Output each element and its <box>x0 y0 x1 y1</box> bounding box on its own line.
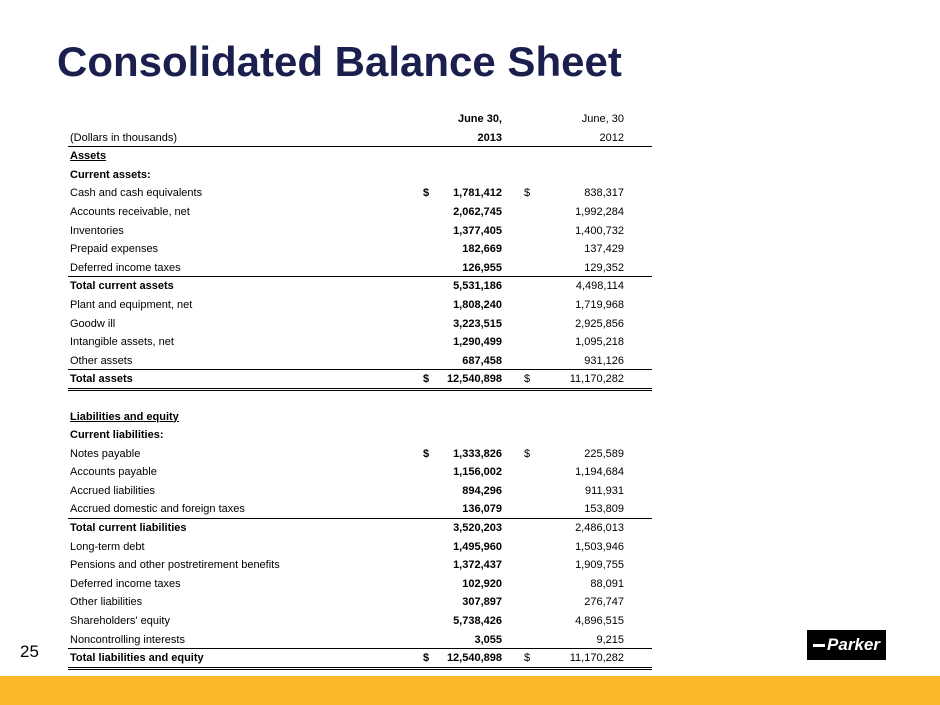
year-2012: 2012 <box>599 131 624 144</box>
table-row <box>68 631 652 650</box>
value-2013: 12,540,898 <box>446 373 502 386</box>
value-2012: 88,091 <box>590 577 624 590</box>
value-2013: 3,520,203 <box>453 522 502 535</box>
currency-symbol: $ <box>524 187 531 200</box>
table-row <box>68 612 652 631</box>
value-2012: 1,095,218 <box>575 336 624 349</box>
value-2012: 1,909,755 <box>575 559 624 572</box>
row-label: Current assets: <box>70 168 151 181</box>
row-label: Noncontrolling interests <box>70 633 185 646</box>
table-row <box>68 203 652 222</box>
table-row <box>68 315 652 334</box>
table-row <box>68 445 652 464</box>
value-2012: 1,719,968 <box>575 298 624 311</box>
currency-symbol: $ <box>423 447 430 460</box>
value-2013: 136,079 <box>462 503 502 516</box>
row-label: Prepaid expenses <box>70 243 159 256</box>
row-label: Notes payable <box>70 447 141 460</box>
table-row <box>68 519 652 538</box>
header-row-years <box>68 129 652 148</box>
table-row <box>68 277 652 296</box>
units-label: (Dollars in thousands) <box>70 131 177 144</box>
table-row <box>68 296 652 315</box>
table-row <box>68 222 652 241</box>
row-label: Pensions and other postretirement benefits <box>70 559 280 572</box>
row-label: Long-term debt <box>70 540 145 553</box>
value-2012: 276,747 <box>584 596 624 609</box>
value-2013: 1,290,499 <box>453 336 502 349</box>
table-row <box>68 482 652 501</box>
currency-symbol: $ <box>524 447 531 460</box>
value-2012: 11,170,282 <box>569 373 624 386</box>
currency-symbol: $ <box>524 373 531 386</box>
value-2013: 1,377,405 <box>453 224 502 237</box>
row-label: Assets <box>70 150 107 163</box>
row-label: Plant and equipment, net <box>70 298 193 311</box>
table-row <box>68 649 652 668</box>
value-2013: 307,897 <box>462 596 502 609</box>
value-2012: 11,170,282 <box>569 652 624 665</box>
value-2012: 1,194,684 <box>575 466 624 479</box>
currency-symbol: $ <box>524 652 531 665</box>
value-2012: 2,925,856 <box>575 317 624 330</box>
table-row <box>68 593 652 612</box>
balance-sheet-table <box>68 110 652 668</box>
value-2012: 4,896,515 <box>575 615 624 628</box>
table-row <box>68 500 652 519</box>
row-label: Deferred income taxes <box>70 577 181 590</box>
header-col-2013: June 30, <box>457 113 502 125</box>
value-2013: 126,955 <box>462 261 502 274</box>
value-2013: 1,333,826 <box>453 447 502 460</box>
row-label: Accrued domestic and foreign taxes <box>70 503 245 516</box>
row-label: Total assets <box>70 373 133 386</box>
value-2013: 102,920 <box>462 577 502 590</box>
footer-bar <box>0 676 940 705</box>
row-label: Current liabilities: <box>70 429 164 442</box>
row-label: Total liabilities and equity <box>70 652 204 665</box>
table-row <box>68 426 652 445</box>
value-2013: 1,808,240 <box>453 298 502 311</box>
row-label: Goodw ill <box>70 317 116 330</box>
table-row <box>68 166 652 185</box>
row-label: Shareholders' equity <box>70 615 170 628</box>
row-label: Inventories <box>70 224 124 237</box>
value-2013: 12,540,898 <box>446 652 502 665</box>
table-row <box>68 556 652 575</box>
table-row <box>68 259 652 278</box>
value-2013: 1,781,412 <box>453 187 502 200</box>
value-2013: 1,495,960 <box>453 540 502 553</box>
value-2013: 5,738,426 <box>453 615 502 628</box>
page-title: Consolidated Balance Sheet <box>57 38 622 85</box>
value-2012: 1,400,732 <box>575 224 624 237</box>
table-row <box>68 575 652 594</box>
parker-logo <box>807 630 886 660</box>
table-row <box>68 408 652 427</box>
row-label: Deferred income taxes <box>70 261 181 274</box>
row-label: Liabilities and equity <box>70 410 179 423</box>
row-label: Cash and cash equivalents <box>70 187 203 200</box>
value-2013: 5,531,186 <box>453 280 502 293</box>
section-spacer <box>68 389 652 408</box>
row-label: Total current assets <box>70 280 174 293</box>
table-row <box>68 463 652 482</box>
row-label: Total current liabilities <box>70 522 187 535</box>
table-row <box>68 147 652 166</box>
value-2013: 1,156,002 <box>453 466 502 479</box>
row-label: Other assets <box>70 354 133 367</box>
year-2013: 2013 <box>477 131 502 144</box>
value-2013: 3,055 <box>474 633 502 646</box>
table-row <box>68 240 652 259</box>
value-2012: 1,992,284 <box>575 205 624 218</box>
header-row-dates <box>68 110 652 129</box>
value-2012: 911,931 <box>585 484 624 497</box>
currency-symbol: $ <box>423 652 430 665</box>
value-2012: 153,809 <box>584 503 624 516</box>
table-row <box>68 370 652 389</box>
value-2012: 4,498,114 <box>575 280 624 293</box>
value-2012: 137,429 <box>584 243 624 256</box>
value-2012: 1,503,946 <box>575 540 624 553</box>
logo-dash-icon <box>813 644 825 647</box>
page-number: 25 <box>20 642 39 661</box>
value-2012: 225,589 <box>584 447 624 460</box>
row-label: Accounts receivable, net <box>70 205 190 218</box>
value-2012: 838,317 <box>584 187 624 200</box>
currency-symbol: $ <box>423 373 430 386</box>
value-2012: 2,486,013 <box>575 522 624 535</box>
currency-symbol: $ <box>423 187 430 200</box>
table-row <box>68 538 652 557</box>
row-label: Accounts payable <box>70 466 157 479</box>
value-2013: 182,669 <box>462 243 502 256</box>
value-2013: 894,296 <box>462 484 502 497</box>
header-col-2012: June, 30 <box>581 113 624 125</box>
row-label: Intangible assets, net <box>70 336 174 349</box>
table-row <box>68 333 652 352</box>
value-2012: 931,126 <box>584 354 624 367</box>
logo-text: Parker <box>827 635 880 654</box>
table-row <box>68 184 652 203</box>
value-2013: 2,062,745 <box>453 205 502 218</box>
value-2013: 3,223,515 <box>453 317 502 330</box>
value-2012: 9,215 <box>596 633 624 646</box>
value-2013: 687,458 <box>462 354 502 367</box>
row-label: Other liabilities <box>70 596 143 609</box>
value-2012: 129,352 <box>584 261 624 274</box>
table-row <box>68 352 652 371</box>
row-label: Accrued liabilities <box>70 484 155 497</box>
value-2013: 1,372,437 <box>453 559 502 572</box>
